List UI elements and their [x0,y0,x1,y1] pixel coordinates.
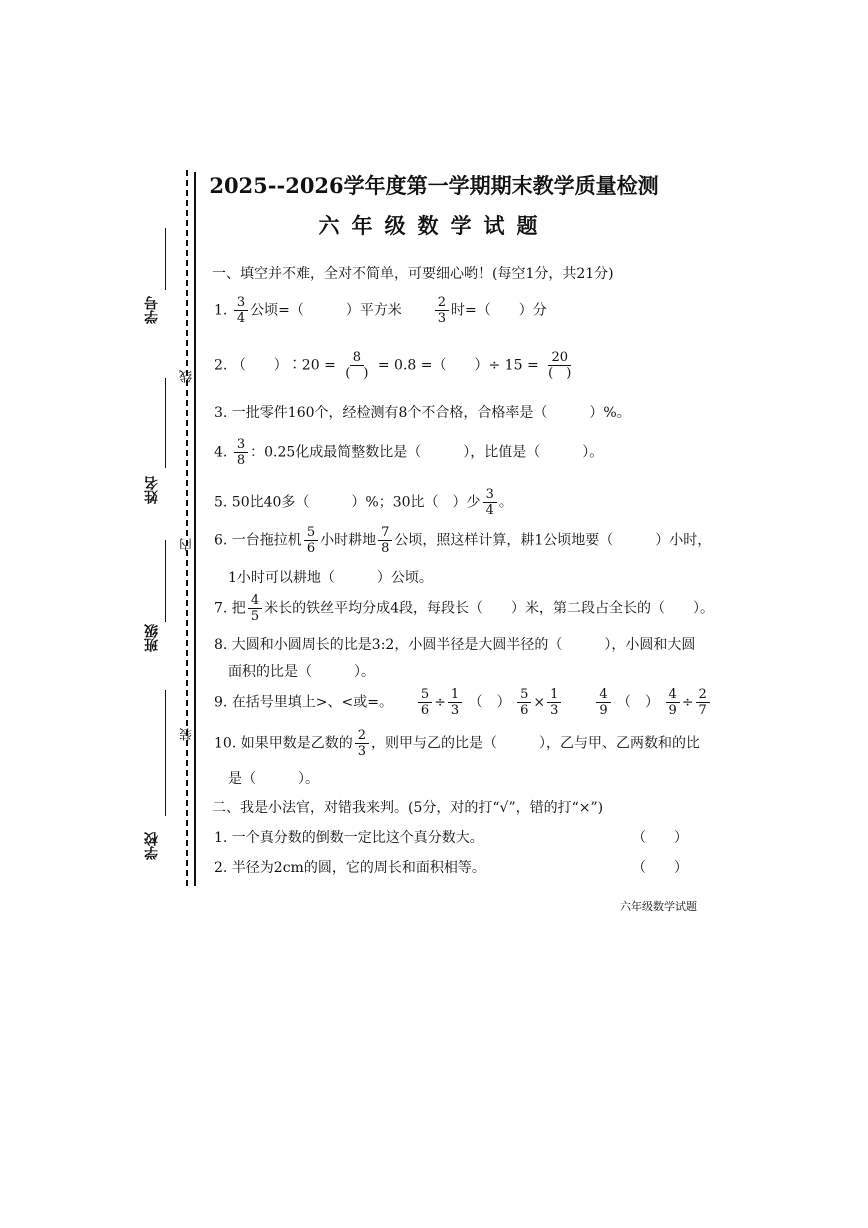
fraction: $\frac{20}{( )}$ [548,350,572,381]
fraction: $\frac{3}{4}$ [234,295,248,326]
fraction: $\frac{4}{5}$ [248,593,262,624]
cut-line-dashed [186,170,188,886]
fraction: $\frac{3}{4}$ [483,487,497,518]
fraction: $\frac{7}{8}$ [378,525,392,556]
fraction: $\frac{5}{6}$ [418,687,432,718]
fraction: $\frac{1}{3}$ [448,687,462,718]
cut-line-solid [194,172,196,886]
question-6: 6. 一台拖拉机 $\frac{5}{6}$ 小时耕地 $\frac{7}{8}$ 公顷，照这样计算，耕1公顷地要（ ）小时， [214,525,712,556]
judge-blank-1: （ ） [632,830,688,846]
question-6-line2: 1小时可以耕地（ ）公顷。 [228,570,433,586]
class-underline [165,540,166,622]
judge-item-1: 1. 一个真分数的倒数一定比这个真分数大。 [214,830,484,846]
question-4: 4. $\frac{3}{8}$ ：0.25化成最简整数比是（ ），比值是（ ）。 [214,437,604,468]
question-8-line2: 面积的比是（ ）。 [228,664,375,680]
fraction: $\frac{1}{3}$ [547,687,561,718]
judge-item-2: 2. 半径为2cm的圆，它的周长和面积相等。 [214,860,486,876]
binding-word-inside: 内 [180,538,195,551]
fraction: $\frac{3}{8}$ [234,437,248,468]
answer-blank: （ ） [617,694,660,711]
page-footer: 六年级数学试题 [620,900,697,913]
question-3: 3. 一批零件160个，经检测有8个不合格，合格率是（ ）%。 [214,405,631,421]
fraction: $\frac{2}{3}$ [435,295,449,326]
fraction: $\frac{4}{9}$ [596,687,610,718]
question-1: 1. $\frac{3}{4}$ 公顷=（ ）平方米 $\frac{2}{3}$ 时=（ ）分 [214,295,547,326]
name-label: 姓名 [144,476,160,504]
judge-blank-2: （ ） [632,860,688,876]
question-10-line2: 是（ ）。 [228,771,319,787]
fraction: $\frac{5}{6}$ [304,525,318,556]
school-underline [165,690,166,816]
student-id-label: 学号 [144,296,160,324]
question-7: 7. 把 $\frac{4}{5}$ 米长的铁丝平均分成4段，每段长（ ）米，第二段占全长的（ ）。 [214,593,714,624]
exam-subtitle: 六年级数学试题 [318,213,550,238]
fraction: $\frac{2}{3}$ [355,728,369,759]
school-label: 学校 [144,832,160,860]
section1-heading: 一、填空并不难，全对不简单，可要细心哟！(每空1分，共21分) [212,266,614,282]
question-5: 5. 50比40多（ ）%；30比（ ）少 $\frac{3}{4}$ 。 [214,487,513,518]
fraction: $\frac{8}{( )}$ [345,350,369,381]
question-8: 8. 大圆和小圆周长的比是3:2，小圆半径是大圆半径的（ ），小圆和大圆 [214,637,696,653]
fraction: $\frac{5}{6}$ [517,687,531,718]
binding-word-line: 线 [180,370,195,383]
fraction: $\frac{2}{7}$ [696,687,710,718]
binding-word-bind: 装 [180,728,195,741]
section2-heading: 二、我是小法官，对错我来判。(5分，对的打“√”，错的打“×”) [212,800,604,816]
name-underline [165,378,166,468]
question-10: 10. 如果甲数是乙数的 $\frac{2}{3}$ ，则甲与乙的比是（ ），乙与甲、乙两数和的比 [214,728,700,759]
exam-title: 2025--2026学年度第一学期期末教学质量检测 [209,173,659,198]
question-2: 2. （ ）∶20 = $\frac{8}{( )}$ = 0.8 =（ ）÷ 15 = $\frac{20}{( )}$ [214,350,576,381]
class-label: 班级 [144,624,160,652]
answer-blank: （ ） [468,694,511,711]
fraction: $\frac{4}{9}$ [666,687,680,718]
question-9: 9. 在括号里填上>、<或=。 $\frac{5}{6}$ ÷ $\frac{1}{3}$ （ ） $\frac{5}{6}$ × $\frac{1}{3}$ $\frac{4}{9}$ （ ） $\frac{4}{9}$ ÷ $\frac{2}{7}$ [214,687,712,718]
